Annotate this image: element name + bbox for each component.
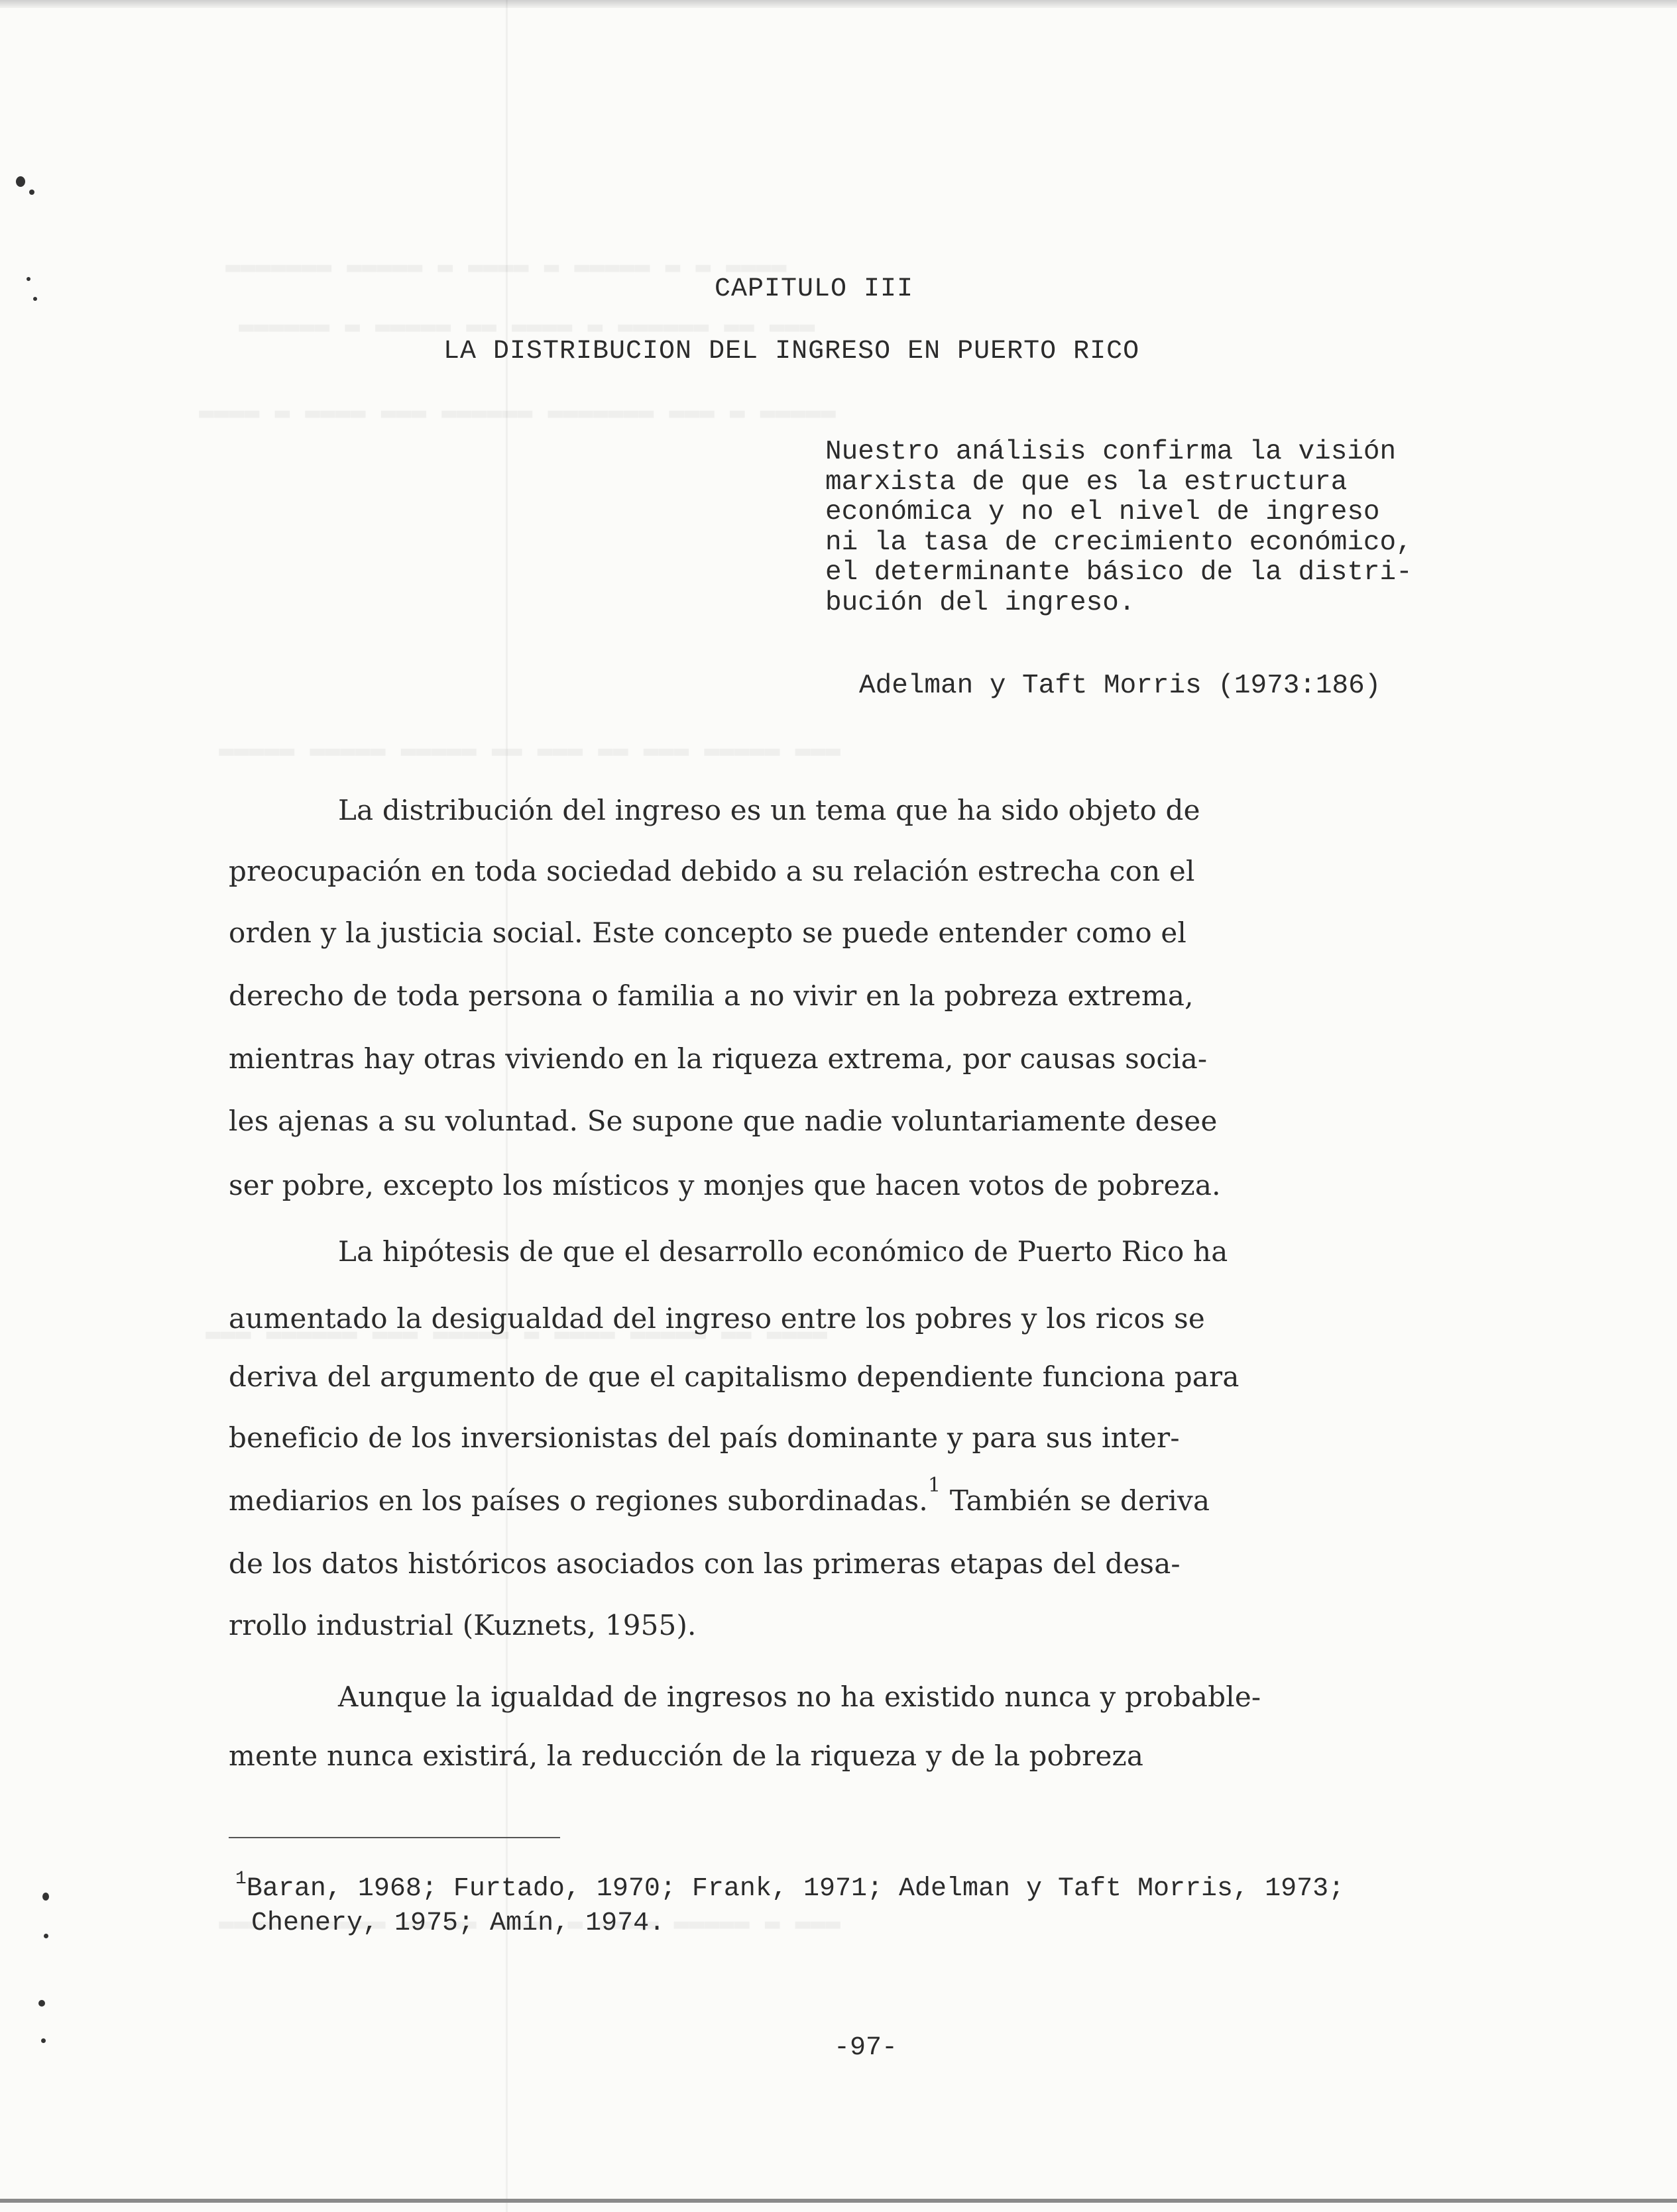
body-line: deriva del argumento de que el capitalismo dependiente funciona para xyxy=(229,1360,1240,1393)
body-line: La hipótesis de que el desarrollo económico de Puerto Rico ha xyxy=(338,1235,1228,1268)
body-line: preocupación en toda sociedad debido a su relación estrecha con el xyxy=(229,855,1195,887)
body-text: También se deriva xyxy=(941,1484,1210,1517)
show-through-bleed xyxy=(225,252,786,281)
body-line: aumentado la desigualdad del ingreso entre los pobres y los ricos se xyxy=(229,1302,1205,1335)
scan-speck xyxy=(44,1934,48,1938)
body-line: derecho de toda persona o familia a no vivir en la pobreza extrema, xyxy=(229,979,1194,1012)
footnote-mark: 1 xyxy=(235,1869,247,1889)
footnote-text: Baran, 1968; Furtado, 1970; Frank, 1971; Adelman y Taft Morris, 1973; xyxy=(246,1874,1345,1904)
body-text: mediarios en los países o regiones subordinadas. xyxy=(229,1484,928,1517)
body-line: La distribución del ingreso es un tema que ha sido objeto de xyxy=(338,794,1200,826)
epigraph-line: el determinante básico de la distri- xyxy=(825,557,1413,588)
chapter-title: LA DISTRIBUCION DEL INGRESO EN PUERTO RICO xyxy=(443,337,1140,366)
scan-speck xyxy=(38,2000,45,2007)
epigraph-line: económica y no el nivel de ingreso xyxy=(825,497,1380,527)
scan-speck xyxy=(42,1893,49,1901)
footnote-line: Chenery, 1975; Amín, 1974. xyxy=(251,1908,665,1938)
body-line: beneficio de los inversionistas del país dominante y para sus inter- xyxy=(229,1421,1180,1454)
epigraph-line: Nuestro análisis confirma la visión xyxy=(825,437,1397,467)
scan-speck xyxy=(27,277,30,281)
body-line: de los datos históricos asociados con las primeras etapas del desa- xyxy=(229,1547,1181,1580)
epigraph-line: marxista de que es la estructura xyxy=(825,467,1348,498)
body-line: rrollo industrial (Kuznets, 1955). xyxy=(229,1609,697,1641)
scan-top-edge xyxy=(0,0,1677,8)
body-line: Aunque la igualdad de ingresos no ha existido nunca y probable- xyxy=(338,1681,1261,1713)
scan-speck xyxy=(16,176,25,187)
scan-speck xyxy=(33,297,37,301)
epigraph-line: ni la tasa de crecimiento económico, xyxy=(825,527,1413,558)
epigraph-attribution: Adelman y Taft Morris (1973:186) xyxy=(859,671,1381,701)
body-line xyxy=(229,1474,1210,1517)
epigraph-line: bución del ingreso. xyxy=(825,587,1135,618)
body-line: orden y la justicia social. Este concepto se puede entender como el xyxy=(229,916,1187,949)
scan-speck xyxy=(41,2038,46,2043)
epigraph xyxy=(825,437,1488,618)
body-line: ser pobre, excepto los místicos y monjes que hacen votos de pobreza. xyxy=(229,1169,1221,1201)
footnote-reference: 1 xyxy=(927,1474,941,1497)
footnote-separator xyxy=(229,1837,560,1838)
body-line: mientras hay otras viviendo en la riqueza extrema, por causas socia- xyxy=(229,1042,1208,1075)
scan-speck xyxy=(29,190,34,195)
scan-bottom-edge xyxy=(0,2199,1677,2203)
body-line: mente nunca existirá, la reducción de la riqueza y de la pobreza xyxy=(229,1740,1144,1772)
show-through-bleed xyxy=(199,398,836,427)
body-line: les ajenas a su voluntad. Se supone que nadie voluntariamente desee xyxy=(229,1105,1218,1137)
page-number: -97- xyxy=(834,2033,898,2063)
show-through-bleed xyxy=(219,736,840,765)
chapter-heading: CAPITULO III xyxy=(715,274,914,304)
footnote-line xyxy=(235,1869,1345,1904)
